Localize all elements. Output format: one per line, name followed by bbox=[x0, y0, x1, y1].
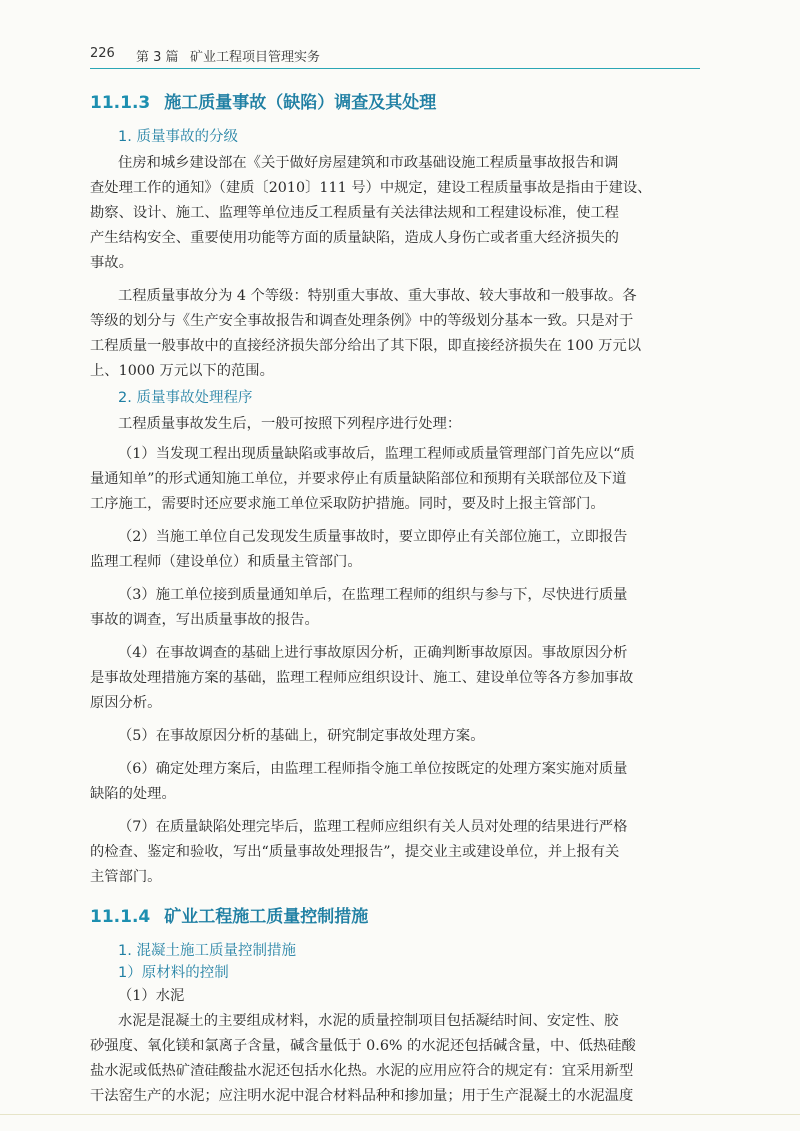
text-line: 是事故处理措施方案的基础，监理工程师应组织设计、施工、建设单位等各方参加事故 bbox=[90, 670, 634, 686]
text-line: 原因分析。 bbox=[90, 695, 162, 711]
list-item-7: （7）在质量缺陷处理完毕后，监理工程师应组织有关人员对处理的结果进行严格 bbox=[118, 819, 628, 835]
text-line: 等级的划分与《生产安全事故报告和调查处理条例》中的等级划分基本一致。只是对于 bbox=[90, 313, 634, 329]
text-line: 住房和城乡建设部在《关于做好房屋建筑和市政基础设施工程质量事故报告和调 bbox=[118, 155, 619, 171]
text-line: 工程质量事故分为 4 个等级：特别重大事故、重大事故、较大事故和一般事故。各 bbox=[118, 288, 637, 304]
subheading-accident-procedure: 2. 质量事故处理程序 bbox=[118, 390, 253, 406]
text-line: 查处理工作的通知》（建质〔2010〕111 号）中规定，建设工程质量事故是指由于建设、 bbox=[90, 180, 652, 196]
page-edge-line bbox=[0, 1114, 800, 1115]
text-line: 上、1000 万元以下的范围。 bbox=[90, 363, 274, 379]
list-item-5: （5）在事故原因分析的基础上，研究制定事故处理方案。 bbox=[118, 728, 485, 744]
text-line: 的检查、鉴定和验收，写出“质量事故处理报告”，提交业主或建设单位，并上报有关 bbox=[90, 844, 620, 860]
page-number: 226 bbox=[90, 46, 115, 61]
text-line: 产生结构安全、重要使用功能等方面的质量缺陷，造成人身伤亡或者重大经济损失的 bbox=[90, 230, 619, 246]
list-item-2: （2）当施工单位自己发现发生质量事故时，要立即停止有关部位施工，立即报告 bbox=[118, 529, 628, 545]
section-heading-11-1-4: 11.1.4 矿业工程施工质量控制措施 bbox=[90, 907, 369, 927]
part-label: 第 3 篇 bbox=[136, 50, 179, 65]
list-item-6: （6）确定处理方案后，由监理工程师指令施工单位按既定的处理方案实施对质量 bbox=[118, 761, 628, 777]
text-line: 主管部门。 bbox=[90, 869, 162, 885]
text-line: 工程质量事故发生后，一般可按照下列程序进行处理： bbox=[118, 416, 462, 432]
text-line: 缺陷的处理。 bbox=[90, 786, 176, 802]
subheading-accident-grading: 1. 质量事故的分级 bbox=[118, 129, 238, 145]
list-item-3: （3）施工单位接到质量通知单后，在监理工程师的组织与参与下，尽快进行质量 bbox=[118, 587, 628, 603]
section-heading-11-1-3: 11.1.3 施工质量事故（缺陷）调查及其处理 bbox=[90, 93, 437, 113]
subheading-concrete-control: 1. 混凝土施工质量控制措施 bbox=[118, 943, 296, 959]
text-line: 砂强度、氧化镁和氯离子含量，碱含量低于 0.6% 的水泥还包括碱含量，中、低热硅酸 bbox=[90, 1038, 636, 1054]
text-line: 盐水泥或低热矿渣硅酸盐水泥还包括水化热。水泥的应用应符合的规定有：宜采用新型 bbox=[90, 1063, 634, 1079]
text-line: 工程质量一般事故中的直接经济损失部分给出了其下限，即直接经济损失在 100 万元以 bbox=[90, 338, 642, 354]
text-line: 监理工程师（建设单位）和质量主管部门。 bbox=[90, 554, 362, 570]
page-content bbox=[90, 88, 702, 1109]
text-line: 水泥是混凝土的主要组成材料，水泥的质量控制项目包括凝结时间、安定性、胶 bbox=[118, 1013, 619, 1029]
list-item-1: （1）当发现工程出现质量缺陷或事故后，监理工程师或质量管理部门首先应以“质 bbox=[118, 446, 635, 462]
text-line: 事故。 bbox=[90, 255, 133, 271]
subheading-raw-materials: 1）原材料的控制 bbox=[118, 965, 229, 981]
text-line: 工序施工，需要时还应要求施工单位采取防护措施。同时，要及时上报主管部门。 bbox=[90, 496, 605, 512]
text-line: 勘察、设计、施工、监理等单位违反工程质量有关法律法规和工程建设标准，使工程 bbox=[90, 205, 619, 221]
text-line: 量通知单”的形式通知施工单位，并要求停止有质量缺陷部位和预期有关联部位及下道 bbox=[90, 471, 627, 487]
text-line: （1）水泥 bbox=[118, 988, 185, 1004]
text-line: 干法窑生产的水泥；应注明水泥中混合材料品种和掺加量；用于生产混凝土的水泥温度 bbox=[90, 1088, 634, 1104]
text-line: 事故的调查，写出质量事故的报告。 bbox=[90, 612, 319, 628]
part-title: 矿业工程项目管理实务 bbox=[190, 50, 321, 65]
list-item-4: （4）在事故调查的基础上进行事故原因分析，正确判断事故原因。事故原因分析 bbox=[118, 645, 628, 661]
page-header bbox=[90, 44, 700, 69]
